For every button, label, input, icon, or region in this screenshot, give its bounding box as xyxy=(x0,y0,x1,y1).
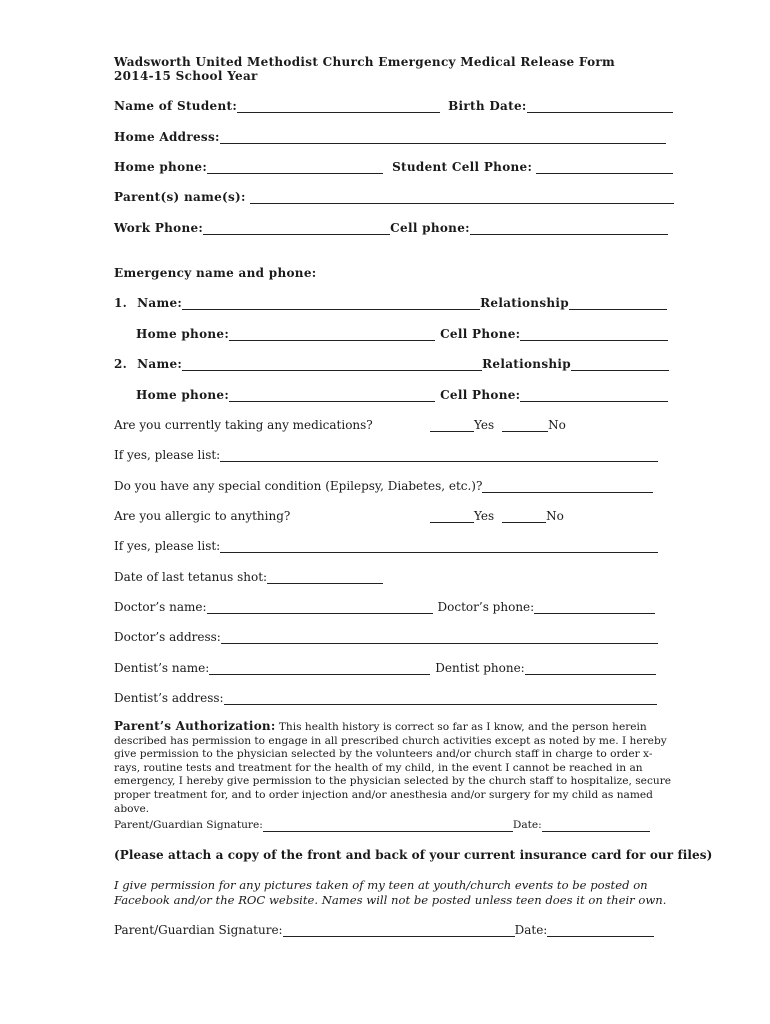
contact2-phone-row xyxy=(136,388,668,402)
contact2-home-phone-label: Home phone: xyxy=(136,388,230,402)
medications-list-row xyxy=(114,448,658,462)
medications-yes-field[interactable] xyxy=(430,420,474,432)
home-phone-row xyxy=(114,160,673,174)
student-cell-field[interactable] xyxy=(536,162,673,174)
photo-permission: I give permission for any pictures taken of my teen at youth/church events to be posted on Facebook and/or the ROC website. Names will not be posted unless teen does it on their own. xyxy=(114,878,667,907)
student-name-label: Name of Student: xyxy=(114,99,238,113)
allergic-yes-field[interactable] xyxy=(430,511,474,523)
allergic-question: Are you allergic to anything? xyxy=(114,509,291,523)
contact1-cell-phone-field[interactable] xyxy=(520,329,668,341)
medications-row xyxy=(114,418,566,432)
signature2-row xyxy=(114,923,654,937)
contact1-number: 1. xyxy=(114,296,128,310)
contact1-relationship-field[interactable] xyxy=(569,298,667,310)
contact2-name-label: Name: xyxy=(137,357,183,371)
contact1-name-label: Name: xyxy=(137,296,183,310)
form-title: Wadsworth United Methodist Church Emergency Medical Release Form xyxy=(114,55,616,69)
signature2-label: Parent/Guardian Signature: xyxy=(114,923,283,937)
signature1-date-field[interactable] xyxy=(542,820,650,832)
allergies-list-row xyxy=(114,539,658,553)
work-phone-field[interactable] xyxy=(203,223,390,235)
student-cell-label: Student Cell Phone: xyxy=(392,160,533,174)
doctor-address-label: Doctor’s address: xyxy=(114,630,221,644)
contact2-cell-phone-label: Cell Phone: xyxy=(440,388,521,402)
home-address-row xyxy=(114,130,666,144)
contact2-number: 2. xyxy=(114,357,128,371)
doctor-address-row xyxy=(114,630,658,644)
allergies-list-label: If yes, please list: xyxy=(114,539,221,553)
dentist-phone-label: Dentist phone: xyxy=(435,661,525,675)
doctor-address-field[interactable] xyxy=(221,632,658,644)
contact1-home-phone-label: Home phone: xyxy=(136,327,230,341)
contact1-name-field[interactable] xyxy=(182,298,480,310)
medications-list-field[interactable] xyxy=(220,450,658,462)
home-address-field[interactable] xyxy=(220,132,666,144)
authorization-paragraph xyxy=(114,720,674,816)
cell-phone-label: Cell phone: xyxy=(390,221,470,235)
contact2-cell-phone-field[interactable] xyxy=(520,390,668,402)
special-condition-question: Do you have any special condition (Epilepsy, Diabetes, etc.)? xyxy=(114,479,483,493)
home-phone-label: Home phone: xyxy=(114,160,208,174)
parents-names-row xyxy=(114,190,674,204)
special-condition-field[interactable] xyxy=(482,481,653,493)
signature2-date-label: Date: xyxy=(514,923,548,937)
contact2-relationship-field[interactable] xyxy=(571,359,669,371)
authorization-lead: Parent’s Authorization: xyxy=(114,719,276,733)
emergency-heading-text: Emergency name and phone: xyxy=(114,266,317,280)
tetanus-label: Date of last tetanus shot: xyxy=(114,570,268,584)
insurance-note-text: (Please attach a copy of the front and back of your current insurance card for our files) xyxy=(114,848,713,862)
student-name-row xyxy=(114,99,673,113)
dentist-address-label: Dentist’s address: xyxy=(114,691,224,705)
parents-names-label: Parent(s) name(s): xyxy=(114,190,246,204)
contact2-name-field[interactable] xyxy=(182,359,482,371)
doctor-phone-label: Doctor’s phone: xyxy=(437,600,535,614)
doctor-name-label: Doctor’s name: xyxy=(114,600,207,614)
doctor-name-field[interactable] xyxy=(207,602,433,614)
allergies-list-field[interactable] xyxy=(220,541,658,553)
school-year: 2014-15 School Year xyxy=(114,69,258,83)
contact2-relationship-label: Relationship xyxy=(482,357,571,371)
dentist-name-field[interactable] xyxy=(209,663,430,675)
authorization-body: This health history is correct so far as I know, and the person herein described has permission to engage in all prescribed church activities except as noted by me. I hereby give permission to the physician selected by the volunteers and/or church staff in charge to order x-rays, routine tests and treatment for the health of my child, in the event I cannot be reached in an emergency, I hereby give permission to the physician selected by the church staff to hospitalize, secure proper treatment for, and to order injection and/or anesthesia and/or surgery for my child as named above. xyxy=(114,721,672,815)
tetanus-field[interactable] xyxy=(267,572,383,584)
allergic-row xyxy=(114,509,564,523)
contact2-home-phone-field[interactable] xyxy=(229,390,435,402)
doctor-phone-field[interactable] xyxy=(534,602,655,614)
doctor-row xyxy=(114,600,655,614)
parents-names-field[interactable] xyxy=(250,192,674,204)
cell-phone-field[interactable] xyxy=(470,223,668,235)
signature1-label: Parent/Guardian Signature: xyxy=(114,819,263,831)
signature1-date-label: Date: xyxy=(512,819,542,831)
signature2-field[interactable] xyxy=(283,925,515,937)
allergic-no-field[interactable] xyxy=(502,511,546,523)
insurance-note xyxy=(114,848,712,862)
home-address-label: Home Address: xyxy=(114,130,220,144)
birth-date-label: Birth Date: xyxy=(448,99,527,113)
dentist-row xyxy=(114,661,656,675)
signature1-row xyxy=(114,818,650,832)
contact1-cell-phone-label: Cell Phone: xyxy=(440,327,521,341)
dentist-phone-field[interactable] xyxy=(525,663,656,675)
contact2-name-row xyxy=(114,357,669,371)
medications-yes-label: Yes xyxy=(474,418,495,432)
medications-list-label: If yes, please list: xyxy=(114,448,221,462)
work-phone-row xyxy=(114,221,668,235)
student-name-field[interactable] xyxy=(237,101,440,113)
emergency-heading xyxy=(114,266,317,280)
dentist-address-field[interactable] xyxy=(224,693,657,705)
contact1-name-row xyxy=(114,296,667,310)
contact1-phone-row xyxy=(136,327,668,341)
signature2-date-field[interactable] xyxy=(547,925,654,937)
medications-no-field[interactable] xyxy=(502,420,548,432)
dentist-address-row xyxy=(114,691,657,705)
allergic-yes-label: Yes xyxy=(474,509,495,523)
birth-date-field[interactable] xyxy=(527,101,673,113)
contact1-relationship-label: Relationship xyxy=(480,296,569,310)
signature1-field[interactable] xyxy=(263,820,513,832)
special-condition-row xyxy=(114,479,653,493)
contact1-home-phone-field[interactable] xyxy=(229,329,435,341)
allergic-no-label: No xyxy=(546,509,564,523)
home-phone-field[interactable] xyxy=(207,162,383,174)
medications-no-label: No xyxy=(548,418,566,432)
dentist-name-label: Dentist’s name: xyxy=(114,661,210,675)
tetanus-row xyxy=(114,570,383,584)
work-phone-label: Work Phone: xyxy=(114,221,204,235)
medications-question: Are you currently taking any medications? xyxy=(114,418,373,432)
